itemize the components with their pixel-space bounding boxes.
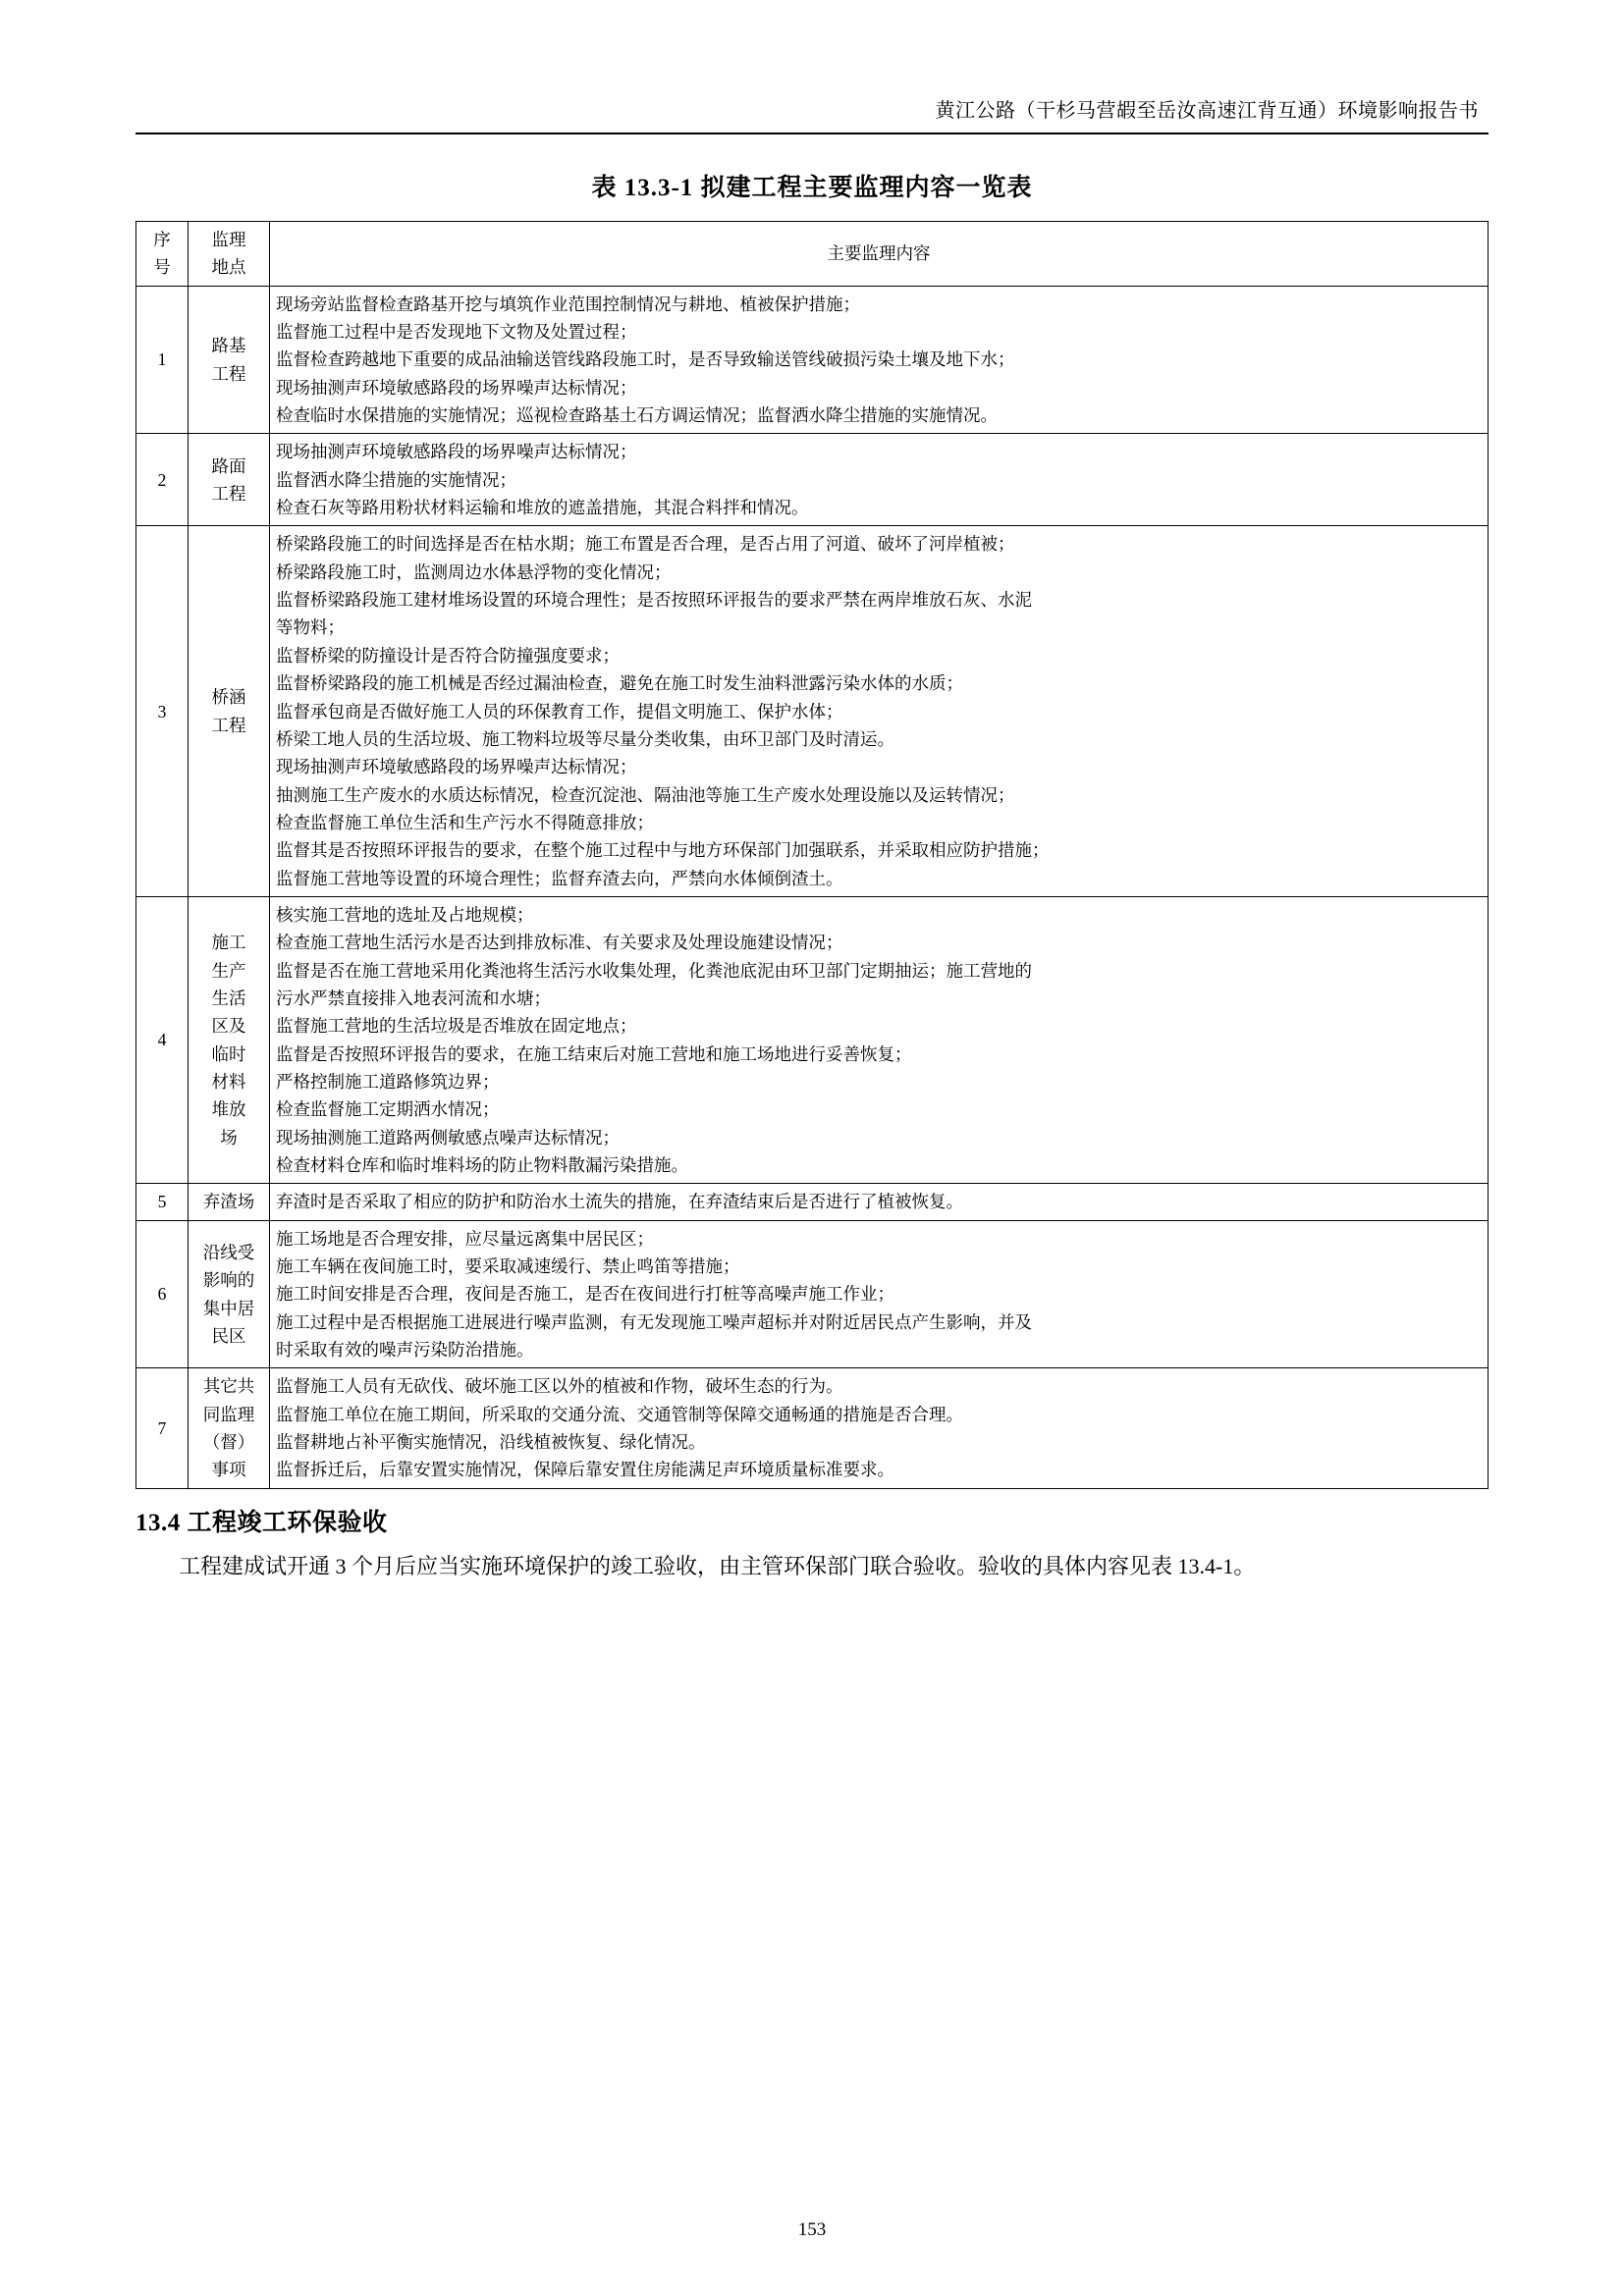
row-place-line: 材料: [211, 1071, 246, 1092]
content-line: 现场抽测施工道路两侧敏感点噪声达标情况；: [276, 1127, 620, 1148]
row-place-line: 影响的: [202, 1270, 255, 1291]
row-place-line: 生活: [211, 988, 246, 1008]
row-place: [189, 1220, 270, 1368]
content-line: 监督施工人员有无砍伐、破坏施工区以外的植被和作物，破坏生态的行为。: [276, 1376, 843, 1397]
row-place: [189, 1184, 270, 1220]
table-row: [136, 1368, 1489, 1488]
content-line: 现场抽测声环境敏感路段的场界噪声达标情况；: [276, 442, 637, 462]
row-content: [270, 526, 1489, 896]
content-line: 监督是否按照环评报告的要求，在施工结束后对施工营地和施工场地进行妥善恢复；: [276, 1043, 912, 1064]
row-place-line: 区及: [211, 1016, 246, 1037]
row-content: [270, 896, 1489, 1183]
column-header-place-line1: 监理: [211, 230, 246, 249]
row-no: 7: [136, 1368, 189, 1488]
row-place-line: 临时: [211, 1043, 246, 1064]
content-line: 施工过程中是否根据施工进展进行噪声监测，有无发现施工噪声超标并对附近居民点产生影响，并及: [276, 1311, 1032, 1332]
column-header-no-line2: 号: [153, 257, 171, 278]
content-line: 时采取有效的噪声污染防治措施。: [276, 1340, 534, 1361]
table-row: [136, 1220, 1489, 1368]
row-no: 1: [136, 286, 189, 434]
content-line: 监督是否在施工营地采用化粪池将生活污水收集处理，化粪池底泥由环卫部门定期抽运；施工营地的: [276, 960, 1032, 981]
row-place-line: （督）: [202, 1432, 255, 1453]
content-line: 监督施工营地等设置的环境合理性；监督弃渣去向，严禁向水体倾倒渣土。: [276, 868, 843, 888]
column-header-place-line2: 地点: [211, 257, 246, 278]
column-header-no-line1: 序: [153, 230, 171, 249]
row-no: 3: [136, 526, 189, 896]
column-header-place: [189, 222, 270, 287]
row-content: [270, 1368, 1489, 1488]
content-line: 桥梁路段施工时，监测周边水体悬浮物的变化情况；: [276, 561, 672, 582]
row-place-line: 工程: [211, 715, 246, 735]
content-line: 检查监督施工定期洒水情况；: [276, 1099, 500, 1120]
content-line: 监督洒水降尘措施的实施情况；: [276, 469, 516, 490]
content-line: 监督拆迁后，后靠安置实施情况，保障后靠安置住房能满足声环境质量标准要求。: [276, 1460, 894, 1480]
table-row: [136, 896, 1489, 1183]
section-heading: 13.4 工程竣工环保验收: [135, 1509, 388, 1536]
row-place-line: 事项: [211, 1460, 246, 1480]
content-line: 桥梁工地人员的生活垃圾、施工物料垃圾等尽量分类收集，由环卫部门及时清运。: [276, 728, 894, 749]
content-line: 检查监督施工单位生活和生产污水不得随意排放；: [276, 812, 654, 832]
table-row: [136, 526, 1489, 896]
row-content: [270, 1184, 1489, 1220]
content-line: 现场抽测声环境敏感路段的场界噪声达标情况；: [276, 757, 637, 777]
content-line: 污水严禁直接排入地表河流和水塘；: [276, 988, 551, 1008]
row-place-line: 场: [220, 1127, 238, 1148]
row-place-line: 工程: [211, 483, 246, 504]
row-place-line: 桥涵: [211, 687, 246, 708]
content-line: 施工车辆在夜间施工时，要采取减速缓行、禁止鸣笛等措施；: [276, 1256, 740, 1277]
column-header-no: [136, 222, 189, 287]
row-place: [189, 286, 270, 434]
row-no: 5: [136, 1184, 189, 1220]
content-line: 监督耕地占补平衡实施情况，沿线植被恢复、绿化情况。: [276, 1432, 706, 1453]
content-line: 监督施工单位在施工期间，所采取的交通分流、交通管制等保障交通畅通的措施是否合理。: [276, 1404, 963, 1424]
header-divider: [135, 133, 1489, 134]
column-header-content: 主要监理内容: [270, 222, 1489, 287]
content-line: 监督桥梁的防撞设计是否符合防撞强度要求；: [276, 645, 620, 666]
content-line: 监督桥梁路段的施工机械是否经过漏油检查，避免在施工时发生油料泄露污染水体的水质；: [276, 673, 963, 694]
row-place-line: 民区: [211, 1325, 246, 1346]
row-place-line: 沿线受: [202, 1242, 255, 1262]
content-line: 监督承包商是否做好施工人员的环保教育工作，提倡文明施工、保护水体；: [276, 701, 843, 721]
row-content: [270, 1220, 1489, 1368]
row-place: [189, 434, 270, 526]
content-line: 监督施工过程中是否发现地下文物及处置过程；: [276, 322, 637, 343]
content-line: 施工时间安排是否合理，夜间是否施工，是否在夜间进行打桩等高噪声施工作业；: [276, 1284, 894, 1305]
supervision-content-table: [135, 221, 1489, 1489]
content-line: 监督施工营地的生活垃圾是否堆放在固定地点；: [276, 1016, 637, 1037]
content-line: 现场旁站监督检查路基开挖与填筑作业范围控制情况与耕地、植被保护措施；: [276, 294, 860, 314]
content-line: 抽测施工生产废水的水质达标情况，检查沉淀池、隔油池等施工生产废水处理设施以及运转情况；: [276, 784, 1015, 805]
table-row: [136, 1184, 1489, 1220]
page-number: 153: [797, 2219, 827, 2240]
content-line: 监督其是否按照环评报告的要求，在整个施工过程中与地方环保部门加强联系，并采取相应防护措施；: [276, 840, 1050, 861]
row-place: [189, 1368, 270, 1488]
content-line: 严格控制施工道路修筑边界；: [276, 1071, 500, 1092]
row-place-line: 路基: [211, 336, 246, 356]
table-row: [136, 434, 1489, 526]
row-place-line: 同监理: [202, 1404, 255, 1424]
row-place-line: 其它共: [202, 1376, 255, 1397]
running-header: 黄江公路（干杉马营嘏至岳汝高速江背互通）环境影响报告书: [935, 100, 1479, 122]
table-header-row: [136, 222, 1489, 287]
content-line: 监督检查跨越地下重要的成品油输送管线路段施工时，是否导致输送管线破损污染土壤及地下水；: [276, 349, 1015, 370]
content-line: 桥梁路段施工的时间选择是否在枯水期；施工布置是否合理，是否占用了河道、破坏了河岸植被；: [276, 534, 1015, 555]
content-line: 核实施工营地的选址及占地规模；: [276, 904, 534, 925]
content-line: 施工场地是否合理安排，应尽量远离集中居民区；: [276, 1228, 654, 1249]
row-place: [189, 526, 270, 896]
row-content: [270, 434, 1489, 526]
content-line: 检查材料仓库和临时堆料场的防止物料散漏污染措施。: [276, 1155, 688, 1175]
row-place-line: 工程: [211, 363, 246, 384]
row-no: 4: [136, 896, 189, 1183]
table-title: 表 13.3-1 拟建工程主要监理内容一览表: [591, 175, 1033, 201]
table-row: [136, 286, 1489, 434]
row-no: 2: [136, 434, 189, 526]
row-place: [189, 896, 270, 1183]
content-line: 监督桥梁路段施工建材堆场设置的环境合理性；是否按照环评报告的要求严禁在两岸堆放石灰、水泥: [276, 590, 1032, 611]
row-place-line: 施工: [211, 933, 246, 953]
content-line: 现场抽测声环境敏感路段的场界噪声达标情况；: [276, 377, 637, 398]
row-no: 6: [136, 1220, 189, 1368]
row-place-line: 弃渣场: [202, 1192, 255, 1212]
content-line: 检查临时水保措施的实施情况；巡视检查路基土石方调运情况；监督洒水降尘措施的实施情况。: [276, 405, 998, 426]
row-place-line: 堆放: [211, 1099, 246, 1120]
content-line: 检查石灰等路用粉状材料运输和堆放的遮盖措施，其混合料拌和情况。: [276, 498, 809, 518]
row-content: [270, 286, 1489, 434]
row-place-line: 路面: [211, 455, 246, 476]
row-place-line: 集中居: [202, 1298, 255, 1318]
row-place-line: 生产: [211, 960, 246, 981]
section-paragraph: 工程建成试开通 3 个月后应当实施环境保护的竣工验收，由主管环保部门联合验收。验收的具体内容见表 13.4-1。: [179, 1553, 1256, 1578]
content-line: 弃渣时是否采取了相应的防护和防治水土流失的措施，在弃渣结束后是否进行了植被恢复。: [276, 1192, 963, 1212]
content-line: 检查施工营地生活污水是否达到排放标准、有关要求及处理设施建设情况；: [276, 933, 843, 953]
content-line: 等物料；: [276, 617, 345, 638]
